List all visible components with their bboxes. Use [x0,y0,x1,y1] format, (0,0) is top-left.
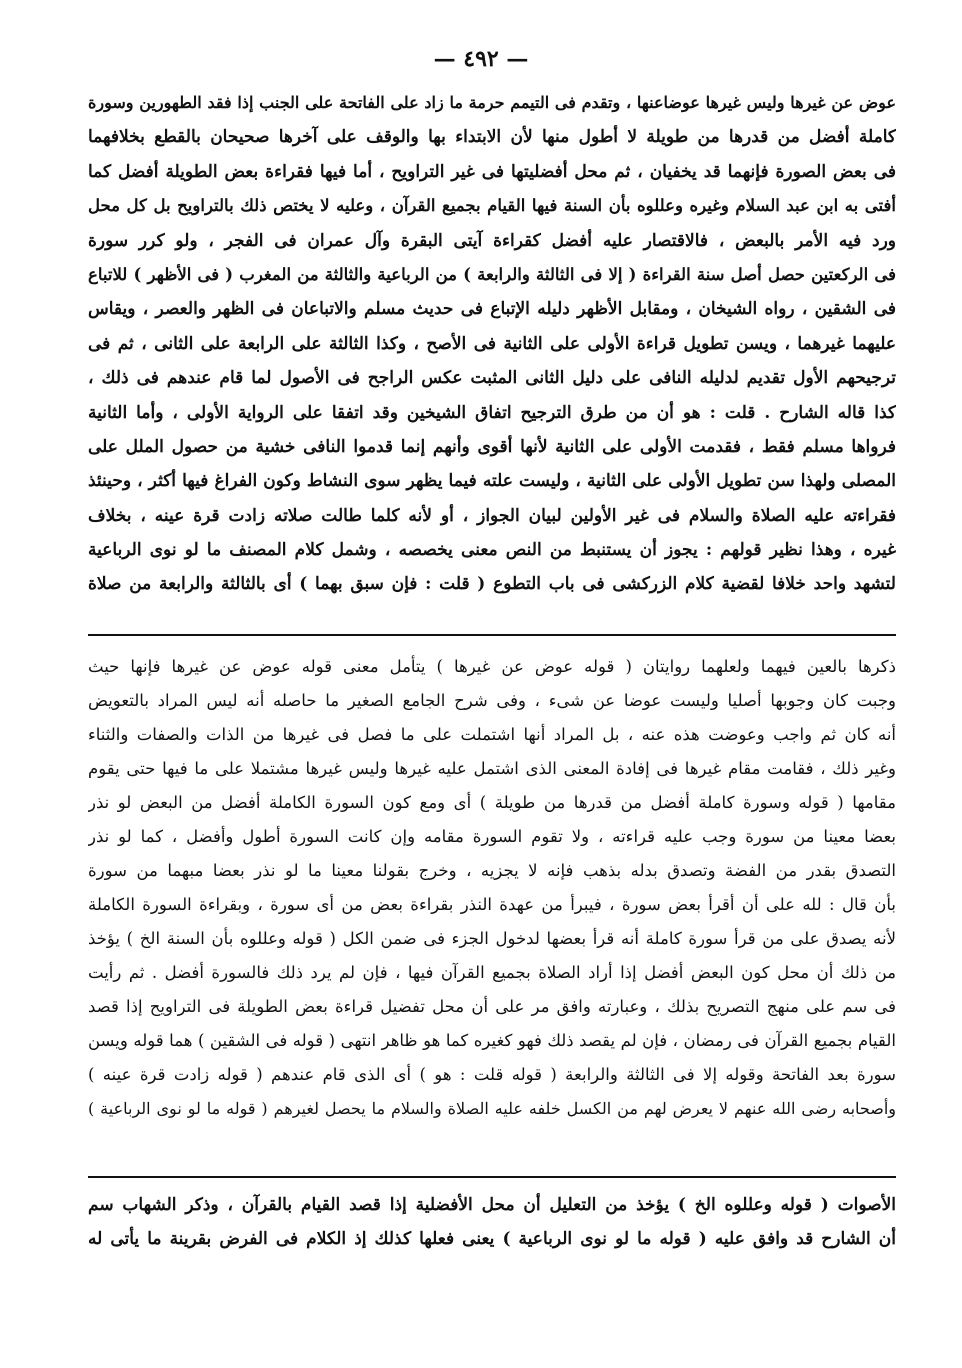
main-text-line: فى الشقين ، رواه الشيخان ، ومقابل الأظهر دليله الإتباع فى حديث مسلم والاتباعان فى الظهر والعصر ، ويقاس [88,299,896,320]
commentary-line: وغير ذلك ، فقامت مقام غيرها فى إفادة المعنى الذى اشتمل عليه غيرها وليس غيرها مشتملا على ما فيها حتى يقوم [88,759,896,778]
commentary-line: سورة بعد الفاتحة وقوله إلا فى الثالثة والرابعة ( قوله قلت : هو ) أى الذى قام عندهم ( قوله زادت قرة عينه ) [88,1065,896,1084]
main-text-line: ورد فيه الأمر بالبعض ، فالاقتصار عليه أفضل كقراءة آيتى البقرة وآل عمران فى الفجر ، ولو كرر سورة [88,230,896,251]
commentary-line: ذكرها بالعين فيهما ولعلهما روايتان ( قوله عوض عن غيرها ) يتأمل معنى قوله عوض عن غيرها فإنها حيث [88,657,896,676]
main-text-line: عوض عن غيرها وليس غيرها عوضاعنها ، وتقدم فى التيمم حرمة ما زاد على الفاتحة على الجنب إذا فقد الطهورين وسورة [88,93,896,112]
commentary-line: وأصحابه رضى الله عنهم لا يعرض لهم من الكسل خلفه عليه الصلاة والسلام ما يحصل لغيرهم ( قوله ما لو نوى الرباعية ) [88,1099,896,1118]
main-text-line: غيره ، وهذا نظير قولهم : يجوز أن يستنبط من النص معنى يخصصه ، وشمل كلام المصنف ما لو نوى الرباعية [88,540,896,561]
main-text-line: فى بعض الصورة فإنهما قد يخفيان ، ثم محل أفضليتها فى غير التراويح ، أما فيها فقراءة بعض الطويلة أفضل كما [88,161,896,182]
main-text-line: أفتى به ابن عبد السلام وغيره وعللوه بأن السنة فيها القيام بجميع القرآن ، وعليه لا يختص ذلك بالتراويح بل كل محل [88,196,896,216]
commentary-line: بعضا معينا من سورة وجب عليه قراءته ، ولا تقوم السورة مقامه وإن كانت السورة أطول وأفضل ، كما لو نذر [88,827,896,846]
commentary-line: القيام بجميع القرآن فى رمضان ، فإن لم يقصد ذلك فهو كغيره كما هو ظاهر انتهى ( قوله فى الشقين ) هما قوله ويسن [88,1031,896,1050]
footnote-divider [88,1176,896,1178]
main-text-line: عليهما غيرهما ، ويسن تطويل قراءة الأولى على الثانية فى الأصح ، وكذا الثالثة على الرابعة على الثانى ، ثم فى [88,333,896,354]
commentary-line: لأنه يصدق على من قرأ سورة كاملة أنه قرأ بعضها لدخول الجزء فى ضمن الكل ( قوله وعللوه بأن السنة الخ ) يؤخذ [88,929,896,948]
main-text-line: فرواها مسلم فقط ، فقدمت الأولى على الثانية لأنها أقوى وأنهم إنما قدموا النافى خشية من حصول الملل على [88,436,896,457]
commentary-line: وجبت كان وجوبها أصليا وليست عوضا عن شىء ، وفى شرح الجامع الصغير ما حاصله أنه ليس المراد بالتعويض [88,691,896,710]
commentary-line: مقامها ( قوله وسورة كاملة أفضل من قدرها من طويلة ) أى ومع كون السورة الكاملة أفضل من البعض لو نذر [88,793,896,812]
commentary-line: فى سم على منهج التصريح بذلك ، وعبارته وافق مر على أن محل تفضيل قراءة بعض الطويلة فى التراويح إذا قصد [88,997,896,1016]
main-text-line: كذا قاله الشارح . قلت : هو أن من طرق الترجيح اتفاق الشيخين وقد اتفقا على الرواية الأولى ، وأما الثانية [88,402,896,423]
footnote-line: أن الشارح قد وافق عليه ( قوله ما لو نوى الرباعية ) يعنى فعلها كذلك إذ الكلام فى الفرض بقرينة ما يأتى له [88,1229,896,1249]
page-number: — ٤٩٢ — [433,46,529,72]
commentary-line: بأن قال : لله على أن أقرأ بعض سورة ، فيبرأ من عهدة النذر بقراءة بعض من أى سورة ، وبقراءة السورة الكاملة [88,895,896,914]
main-text [88,86,896,602]
footnote-text [88,1188,896,1256]
section-divider [88,634,896,636]
main-text-line: المصلى ولهذا سن تطويل الأولى على الثانية ، وليست علته فيما يظهر سوى النشاط وكون الفراغ فيها أكثر ، وحينئذ [88,471,896,492]
main-text-line: ترجيحهم الأول تقديم لدليله النافى على دليل الثانى المثبت عكس الراجح فى الأصول لما قام عندهم فى ذلك ، [88,368,896,389]
commentary-line: من ذلك أن محل كون البعض أفضل إذا أراد الصلاة بجميع القرآن فيها ، فإن لم يرد ذلك فالسورة أفضل . ثم رأيت [88,963,896,982]
commentary-text [88,650,896,1126]
main-text-line: فقراءته عليه الصلاة والسلام فى غير الأولين لبيان الجواز ، أو لأنه كلما طالت صلاته زادت قرة عينه ، بخلاف [88,505,896,526]
commentary-line: التصدق بقدر من الفضة وتصدق بدله بذهب فإنه لا يجزيه ، وخرج بقولنا معينا ما لو نذر بعضا مبهما من سورة [88,861,896,880]
main-text-line: لتشهد واحد خلافا لقضية كلام الزركشى فى باب التطوع ( قلت : فإن سبق بهما ) أى بالثالثة والرابعة من صلاة [88,574,896,595]
commentary-line: أنه كان ثم واجب وعوضت هذه عنه ، بل المراد أنها اشتملت على ما فصل فى غيرها من الذات والصفات والثناء [88,725,896,744]
main-text-line: كاملة أفضل من قدرها من طويلة لا أطول منها لأن الابتداء بها والوقف على آخرها صحيحان بالقطع بخلافهما [88,127,896,148]
footnote-line: الأصوات ( قوله وعللوه الخ ) يؤخذ من التعليل أن محل الأفضلية إذا قصد القيام بالقرآن ، وذكر الشهاب سم [88,1195,896,1215]
main-text-line: فى الركعتين حصل أصل سنة القراءة ( إلا فى الثالثة والرابعة ) من الرباعية والثالثة من المغرب ( فى الأظهر ) للاتباع [88,264,896,284]
